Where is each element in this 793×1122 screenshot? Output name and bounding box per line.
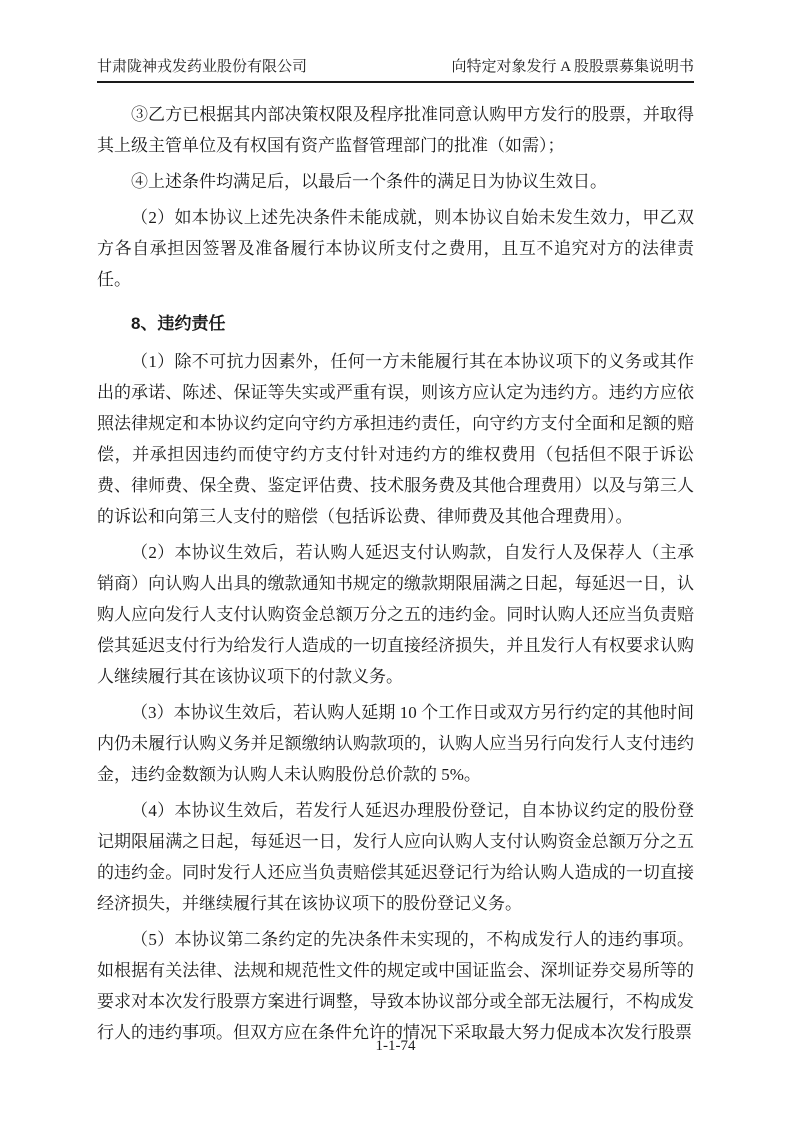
paragraph: （3）本协议生效后，若认购人延期 10 个工作日或双方另行约定的其他时间内仍未履行认购义务并足额缴纳认购款项的，认购人应当另行向发行人支付违约金，违约金数额为认购人未认购股份总价款的 5%。 — [97, 703, 694, 784]
paragraph: （1）除不可抗力因素外，任何一方未能履行其在本协议项下的义务或其作出的承诺、陈述、保证等失实或严重有误，则该方应认定为违约方。违约方应依照法律规定和本协议约定向守约方承担违约责任，向守约方支付全面和足额的赔偿，并承担因违约而使守约方支付针对违约方的维权费用（包括但不限于诉讼费、律师费、保全费、鉴定评估费、技术服务费及其他合理费用）以及与第三人的诉讼和向第三人支付的赔偿（包括诉讼费、律师费及其他合理费用）。 — [97, 352, 694, 526]
paragraph: ③乙方已根据其内部决策权限及程序批准同意认购甲方发行的股票，并取得其上级主管单位及有权国有资产监督管理部门的批准（如需）； — [97, 105, 694, 155]
page-number: 1-1-74 — [375, 1038, 416, 1054]
page-footer — [97, 1038, 694, 1055]
document-body — [97, 99, 694, 1053]
section-heading: 8、违约责任 — [131, 314, 226, 333]
page-header — [97, 55, 694, 83]
paragraph: （5）本协议第二条约定的先决条件未实现的，不构成发行人的违约事项。如根据有关法律、法规和规范性文件的规定或中国证监会、深圳证券交易所等的要求对本次发行股票方案进行调整，导致本协议部分或全部无法履行，不构成发行人的违约事项。但双方应在条件允许的情况下采取最大努力促成本次发行股票 — [97, 930, 694, 1042]
paragraph: （4）本协议生效后，若发行人延迟办理股份登记，自本协议约定的股份登记期限届满之日起，每延迟一日，发行人应向认购人支付认购资金总额万分之五的违约金。同时发行人还应当负责赔偿其延迟登记行为给认购人造成的一切直接经济损失，并继续履行其在该协议项下的股份登记义务。 — [97, 801, 694, 913]
header-company-name: 甘肃陇神戎发药业股份有限公司 — [97, 59, 308, 75]
paragraph: （2）本协议生效后，若认购人延迟支付认购款，自发行人及保荐人（主承销商）向认购人出具的缴款通知书规定的缴款期限届满之日起，每延迟一日，认购人应向发行人支付认购资金总额万分之五的违约金。同时认购人还应当负责赔偿其延迟支付行为给发行人造成的一切直接经济损失，并且发行人有权要求认购人继续履行其在该协议项下的付款义务。 — [97, 543, 694, 686]
paragraph: ④上述条件均满足后，以最后一个条件的满足日为协议生效日。 — [131, 172, 607, 191]
paragraph: （2）如本协议上述先决条件未能成就，则本协议自始未发生效力，甲乙双方各自承担因签署及准备履行本协议所支付之费用，且互不追究对方的法律责任。 — [97, 208, 694, 289]
header-document-title: 向特定对象发行 A 股股票募集说明书 — [451, 59, 694, 75]
